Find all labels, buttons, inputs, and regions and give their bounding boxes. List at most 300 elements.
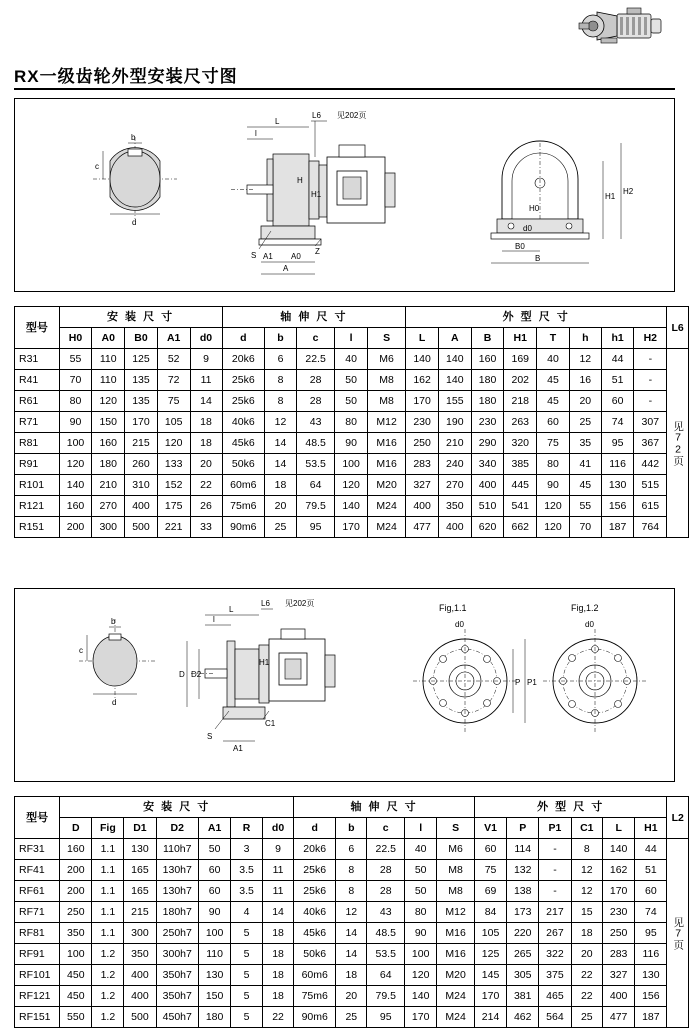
cell-value: 50	[335, 391, 368, 412]
cell-value: 477	[406, 517, 439, 538]
cell-value: 28	[296, 370, 334, 391]
col-model: 型号	[15, 307, 60, 349]
cell-value: 400	[125, 496, 158, 517]
cell-value: 240	[438, 454, 471, 475]
cell-value: 20	[336, 986, 367, 1007]
cell-value: 400	[124, 986, 156, 1007]
cell-value: 44	[601, 349, 634, 370]
cell-value: 9	[262, 839, 293, 860]
cell-value: 230	[406, 412, 439, 433]
cell-value: 180	[199, 1007, 231, 1028]
cell-value: 764	[634, 517, 667, 538]
cell-value: 500	[124, 1007, 156, 1028]
cell-value: 9	[190, 349, 222, 370]
cell-value: 53.5	[367, 944, 405, 965]
table-column-header-row	[15, 328, 689, 349]
cell-value: 263	[504, 412, 537, 433]
cell-value: 80	[405, 902, 437, 923]
cell-value: 170	[125, 412, 158, 433]
cell-value: 130h7	[156, 881, 198, 902]
cell-value: 11	[190, 370, 222, 391]
cell-value: -	[634, 370, 667, 391]
cell-value: 11	[262, 860, 293, 881]
cell-value: 662	[504, 517, 537, 538]
cell-value: 173	[507, 902, 539, 923]
cell-model: R151	[15, 517, 60, 538]
cell-value: 367	[634, 433, 667, 454]
cell-value: 80	[335, 412, 368, 433]
cell-value: 20k6	[222, 349, 265, 370]
col-P: P	[507, 818, 539, 839]
cell-value: 6	[265, 349, 297, 370]
cell-value: 125	[474, 944, 506, 965]
cell-value: 75m6	[222, 496, 265, 517]
figure-panel-rf	[14, 588, 675, 782]
svg-text:Fig,1.2: Fig,1.2	[571, 603, 599, 613]
cell-value: 170	[405, 1007, 437, 1028]
cell-value: 327	[603, 965, 635, 986]
cell-value: 110	[92, 370, 125, 391]
svg-text:P: P	[515, 678, 521, 687]
cell-value: 160	[471, 349, 504, 370]
cell-value: 300	[92, 517, 125, 538]
cell-value: 14	[265, 454, 297, 475]
table-row	[15, 496, 689, 517]
svg-text:l: l	[213, 615, 215, 624]
cell-value: 445	[504, 475, 537, 496]
cell-value: 18	[262, 965, 293, 986]
col-d: d	[222, 328, 265, 349]
cell-value: 1.1	[92, 923, 124, 944]
cell-value: 1.2	[92, 1007, 124, 1028]
cell-value: 22	[571, 986, 603, 1007]
group-install-dims: 安 装 尺 寸	[59, 307, 222, 328]
group-outline-dims: 外 型 尺 寸	[474, 797, 667, 818]
cell-value: 450	[60, 965, 92, 986]
cell-value: 55	[569, 496, 601, 517]
cell-value: 200	[59, 517, 92, 538]
cell-value: 80	[59, 391, 92, 412]
cell-value: 11	[262, 881, 293, 902]
cell-value: 60	[474, 839, 506, 860]
cell-value: 564	[539, 1007, 571, 1028]
cell-value: 14	[336, 944, 367, 965]
cell-value: 75	[474, 860, 506, 881]
cell-value: 200	[60, 860, 92, 881]
svg-text:H1: H1	[311, 190, 322, 199]
cell-value: 12	[569, 349, 601, 370]
cell-value: -	[634, 349, 667, 370]
svg-text:L: L	[229, 605, 234, 614]
cell-value: 14	[336, 923, 367, 944]
cell-value: 140	[438, 349, 471, 370]
cell-value: 79.5	[367, 986, 405, 1007]
svg-text:d0: d0	[585, 620, 594, 629]
cell-value: 162	[603, 860, 635, 881]
table-row	[15, 860, 689, 881]
svg-text:H: H	[297, 176, 303, 185]
cell-value: 140	[335, 496, 368, 517]
cell-value: M24	[367, 517, 405, 538]
cell-value: 100	[405, 944, 437, 965]
cell-value: 210	[92, 475, 125, 496]
table-row	[15, 370, 689, 391]
col-L: L	[603, 818, 635, 839]
cell-value: 84	[474, 902, 506, 923]
cell-value: 40	[405, 839, 437, 860]
cell-value: 60m6	[294, 965, 336, 986]
cell-value: 620	[471, 517, 504, 538]
cell-value: 50k6	[222, 454, 265, 475]
cell-value: 45k6	[294, 923, 336, 944]
svg-text:A0: A0	[291, 252, 301, 261]
cell-value: 120	[537, 496, 570, 517]
cell-value: 100	[60, 944, 92, 965]
cell-value: 385	[504, 454, 537, 475]
cell-value: 180	[471, 370, 504, 391]
cell-value: 60	[635, 881, 667, 902]
cell-value: 8	[336, 881, 367, 902]
cell-value: 218	[504, 391, 537, 412]
cell-model: RF71	[15, 902, 60, 923]
cell-value: 138	[507, 881, 539, 902]
cell-value: 20	[571, 944, 603, 965]
cell-model: RF91	[15, 944, 60, 965]
cell-value: M24	[437, 1007, 475, 1028]
cell-value: 187	[601, 517, 634, 538]
dimension-table-rf	[14, 796, 689, 1028]
cell-value: 75m6	[294, 986, 336, 1007]
cell-value: 90m6	[222, 517, 265, 538]
svg-text:Z: Z	[315, 247, 320, 256]
cell-value: 22	[262, 1007, 293, 1028]
cell-value: 270	[438, 475, 471, 496]
cell-value: 40	[335, 349, 368, 370]
group-shaft-dims: 轴 伸 尺 寸	[222, 307, 406, 328]
col-l2: L2	[667, 797, 689, 839]
cell-value: 3.5	[231, 881, 263, 902]
cell-value: 18	[262, 923, 293, 944]
col-P1: P1	[539, 818, 571, 839]
cell-value: 22.5	[367, 839, 405, 860]
cell-value: 217	[539, 902, 571, 923]
cell-value: 69	[474, 881, 506, 902]
cell-value: 307	[634, 412, 667, 433]
cell-value: 230	[603, 902, 635, 923]
svg-text:d0: d0	[455, 620, 464, 629]
svg-text:b: b	[131, 133, 136, 142]
cell-value: 350	[124, 944, 156, 965]
cell-value: 156	[601, 496, 634, 517]
table-row	[15, 412, 689, 433]
cell-value: 215	[125, 433, 158, 454]
cell-value: 18	[190, 412, 222, 433]
col-H1: H1	[635, 818, 667, 839]
svg-text:H0: H0	[529, 204, 540, 213]
svg-text:d0: d0	[523, 224, 532, 233]
cell-value: 14	[190, 391, 222, 412]
cell-value: 1.2	[92, 944, 124, 965]
cell-value: 40	[537, 349, 570, 370]
cell-model: R121	[15, 496, 60, 517]
cell-value: 25	[571, 1007, 603, 1028]
cell-value: 90	[405, 923, 437, 944]
cell-value: 60	[601, 391, 634, 412]
cell-value: 90	[199, 902, 231, 923]
cell-value: 541	[504, 496, 537, 517]
cell-value: 350	[60, 923, 92, 944]
cell-value: 190	[438, 412, 471, 433]
cell-value: 116	[635, 944, 667, 965]
cell-value: 180h7	[156, 902, 198, 923]
cell-value: 75	[157, 391, 190, 412]
cell-value: 50	[199, 839, 231, 860]
cell-model: R61	[15, 391, 60, 412]
col-R: R	[231, 818, 263, 839]
col-L: L	[406, 328, 439, 349]
cell-value: 18	[190, 433, 222, 454]
col-l: l	[335, 328, 368, 349]
svg-text:P1: P1	[527, 678, 537, 687]
cell-value: 55	[59, 349, 92, 370]
svg-text:d: d	[112, 698, 117, 707]
cell-value: 79.5	[296, 496, 334, 517]
col-D: D	[60, 818, 92, 839]
cell-value: 25	[265, 517, 297, 538]
cell-value: 45	[537, 370, 570, 391]
cell-value: 116	[601, 454, 634, 475]
cell-value: 40k6	[222, 412, 265, 433]
cell-value: 114	[507, 839, 539, 860]
cell-model: RF121	[15, 986, 60, 1007]
cell-value: 170	[406, 391, 439, 412]
cell-value: -	[634, 391, 667, 412]
cell-value: 5	[231, 986, 263, 1007]
cell-value: 22.5	[296, 349, 334, 370]
cell-value: 135	[125, 370, 158, 391]
cell-value: M6	[437, 839, 475, 860]
cell-value: 140	[603, 839, 635, 860]
cell-value: 50	[335, 370, 368, 391]
cell-model: R71	[15, 412, 60, 433]
svg-text:见202页: 见202页	[285, 599, 315, 608]
table-row	[15, 965, 689, 986]
cell-model: R41	[15, 370, 60, 391]
col-H1: H1	[504, 328, 537, 349]
cell-value: 25k6	[222, 391, 265, 412]
cell-value: 165	[124, 881, 156, 902]
cell-value: 95	[601, 433, 634, 454]
cell-value: 72	[157, 370, 190, 391]
cell-value: 202	[504, 370, 537, 391]
cell-value: 150	[92, 412, 125, 433]
cell-value: 74	[635, 902, 667, 923]
cell-value: 25k6	[294, 881, 336, 902]
cell-value: 100	[59, 433, 92, 454]
cell-value: 140	[59, 475, 92, 496]
cell-value: 120	[335, 475, 368, 496]
cell-value: 25k6	[294, 860, 336, 881]
cell-value: 400	[406, 496, 439, 517]
cell-value: 210	[438, 433, 471, 454]
cell-value: 90	[335, 433, 368, 454]
cell-value: 14	[262, 902, 293, 923]
cell-value: -	[539, 881, 571, 902]
group-outline-dims: 外 型 尺 寸	[406, 307, 667, 328]
cell-value: 70	[59, 370, 92, 391]
cell-value: 100	[335, 454, 368, 475]
cell-value: 1.1	[92, 860, 124, 881]
table-row	[15, 349, 689, 370]
cell-value: 12	[265, 412, 297, 433]
cell-value: 60	[199, 881, 231, 902]
svg-text:Fig,1.1: Fig,1.1	[439, 603, 467, 613]
col-l6: L6	[667, 307, 689, 349]
cell-value: 152	[157, 475, 190, 496]
cell-value: 400	[438, 517, 471, 538]
cell-value: 22	[190, 475, 222, 496]
svg-text:L6: L6	[312, 111, 321, 120]
col-c: c	[296, 328, 334, 349]
col-T: T	[537, 328, 570, 349]
cell-value: 381	[507, 986, 539, 1007]
cell-value: 130	[124, 839, 156, 860]
table-row	[15, 881, 689, 902]
cell-value: 162	[406, 370, 439, 391]
side-note: 见72页	[667, 349, 689, 538]
cell-value: 8	[265, 391, 297, 412]
cell-value: 120	[59, 454, 92, 475]
cell-value: 95	[367, 1007, 405, 1028]
cell-value: 60	[537, 412, 570, 433]
cell-value: 18	[265, 475, 297, 496]
cell-value: 375	[539, 965, 571, 986]
col-A0: A0	[92, 328, 125, 349]
cell-value: 120	[537, 517, 570, 538]
cell-value: M16	[367, 433, 405, 454]
col-d0: d0	[190, 328, 222, 349]
cell-value: 43	[367, 902, 405, 923]
col-S: S	[437, 818, 475, 839]
table-row	[15, 944, 689, 965]
cell-value: 462	[507, 1007, 539, 1028]
cell-value: 350	[438, 496, 471, 517]
svg-text:S: S	[207, 732, 213, 741]
cell-value: 250	[60, 902, 92, 923]
cell-value: M24	[367, 496, 405, 517]
cell-value: 110	[199, 944, 231, 965]
cell-value: 20	[190, 454, 222, 475]
table-row	[15, 454, 689, 475]
cell-value: 20k6	[294, 839, 336, 860]
cell-value: 43	[296, 412, 334, 433]
cell-value: 25k6	[222, 370, 265, 391]
col-A: A	[438, 328, 471, 349]
cell-value: 130	[635, 965, 667, 986]
cell-value: 70	[569, 517, 601, 538]
cell-value: 200	[60, 881, 92, 902]
cell-value: 350h7	[156, 965, 198, 986]
cell-value: 442	[634, 454, 667, 475]
cell-value: 5	[231, 965, 263, 986]
svg-text:c: c	[95, 162, 99, 171]
cell-value: 322	[539, 944, 571, 965]
col-V1: V1	[474, 818, 506, 839]
svg-text:H1: H1	[605, 192, 616, 201]
svg-text:D: D	[179, 670, 185, 679]
cell-value: 132	[507, 860, 539, 881]
col-H0: H0	[59, 328, 92, 349]
svg-text:H2: H2	[623, 187, 634, 196]
cell-model: R91	[15, 454, 60, 475]
cell-value: 52	[157, 349, 190, 370]
cell-value: 3	[231, 839, 263, 860]
cell-value: 155	[438, 391, 471, 412]
cell-value: 12	[571, 881, 603, 902]
col-b: b	[336, 818, 367, 839]
cell-value: 465	[539, 986, 571, 1007]
cell-value: 90m6	[294, 1007, 336, 1028]
cell-value: 110h7	[156, 839, 198, 860]
cell-value: M24	[437, 986, 475, 1007]
cell-value: 51	[635, 860, 667, 881]
svg-text:A1: A1	[263, 252, 273, 261]
col-S: S	[367, 328, 405, 349]
cell-value: M20	[437, 965, 475, 986]
cell-value: 33	[190, 517, 222, 538]
cell-model: R81	[15, 433, 60, 454]
cell-value: 160	[60, 839, 92, 860]
col-Fig: Fig	[92, 818, 124, 839]
cell-value: 175	[157, 496, 190, 517]
cell-value: 50	[405, 860, 437, 881]
svg-text:见202页: 见202页	[337, 111, 367, 120]
cell-value: 110	[92, 349, 125, 370]
cell-value: M8	[367, 391, 405, 412]
cell-value: 80	[537, 454, 570, 475]
cell-value: 8	[336, 860, 367, 881]
cell-model: RF61	[15, 881, 60, 902]
cell-value: 135	[125, 391, 158, 412]
group-install-dims: 安 装 尺 寸	[60, 797, 294, 818]
col-B0: B0	[125, 328, 158, 349]
col-h: h	[569, 328, 601, 349]
col-D1: D1	[124, 818, 156, 839]
col-D2: D2	[156, 818, 198, 839]
cell-value: 41	[569, 454, 601, 475]
cell-value: 120	[92, 391, 125, 412]
cell-value: 140	[405, 986, 437, 1007]
svg-text:l: l	[255, 129, 257, 138]
cell-value: 170	[603, 881, 635, 902]
cell-value: 180	[92, 454, 125, 475]
cell-value: 51	[601, 370, 634, 391]
cell-value: 6	[336, 839, 367, 860]
cell-value: M8	[437, 881, 475, 902]
cell-value: M8	[367, 370, 405, 391]
cell-value: 28	[367, 881, 405, 902]
cell-value: 1.1	[92, 902, 124, 923]
cell-model: R31	[15, 349, 60, 370]
cell-value: 187	[635, 1007, 667, 1028]
cell-value: 60m6	[222, 475, 265, 496]
cell-value: 169	[504, 349, 537, 370]
cell-value: M8	[437, 860, 475, 881]
cell-value: 130	[601, 475, 634, 496]
cell-value: 64	[367, 965, 405, 986]
cell-value: 160	[59, 496, 92, 517]
cell-value: 1.2	[92, 986, 124, 1007]
